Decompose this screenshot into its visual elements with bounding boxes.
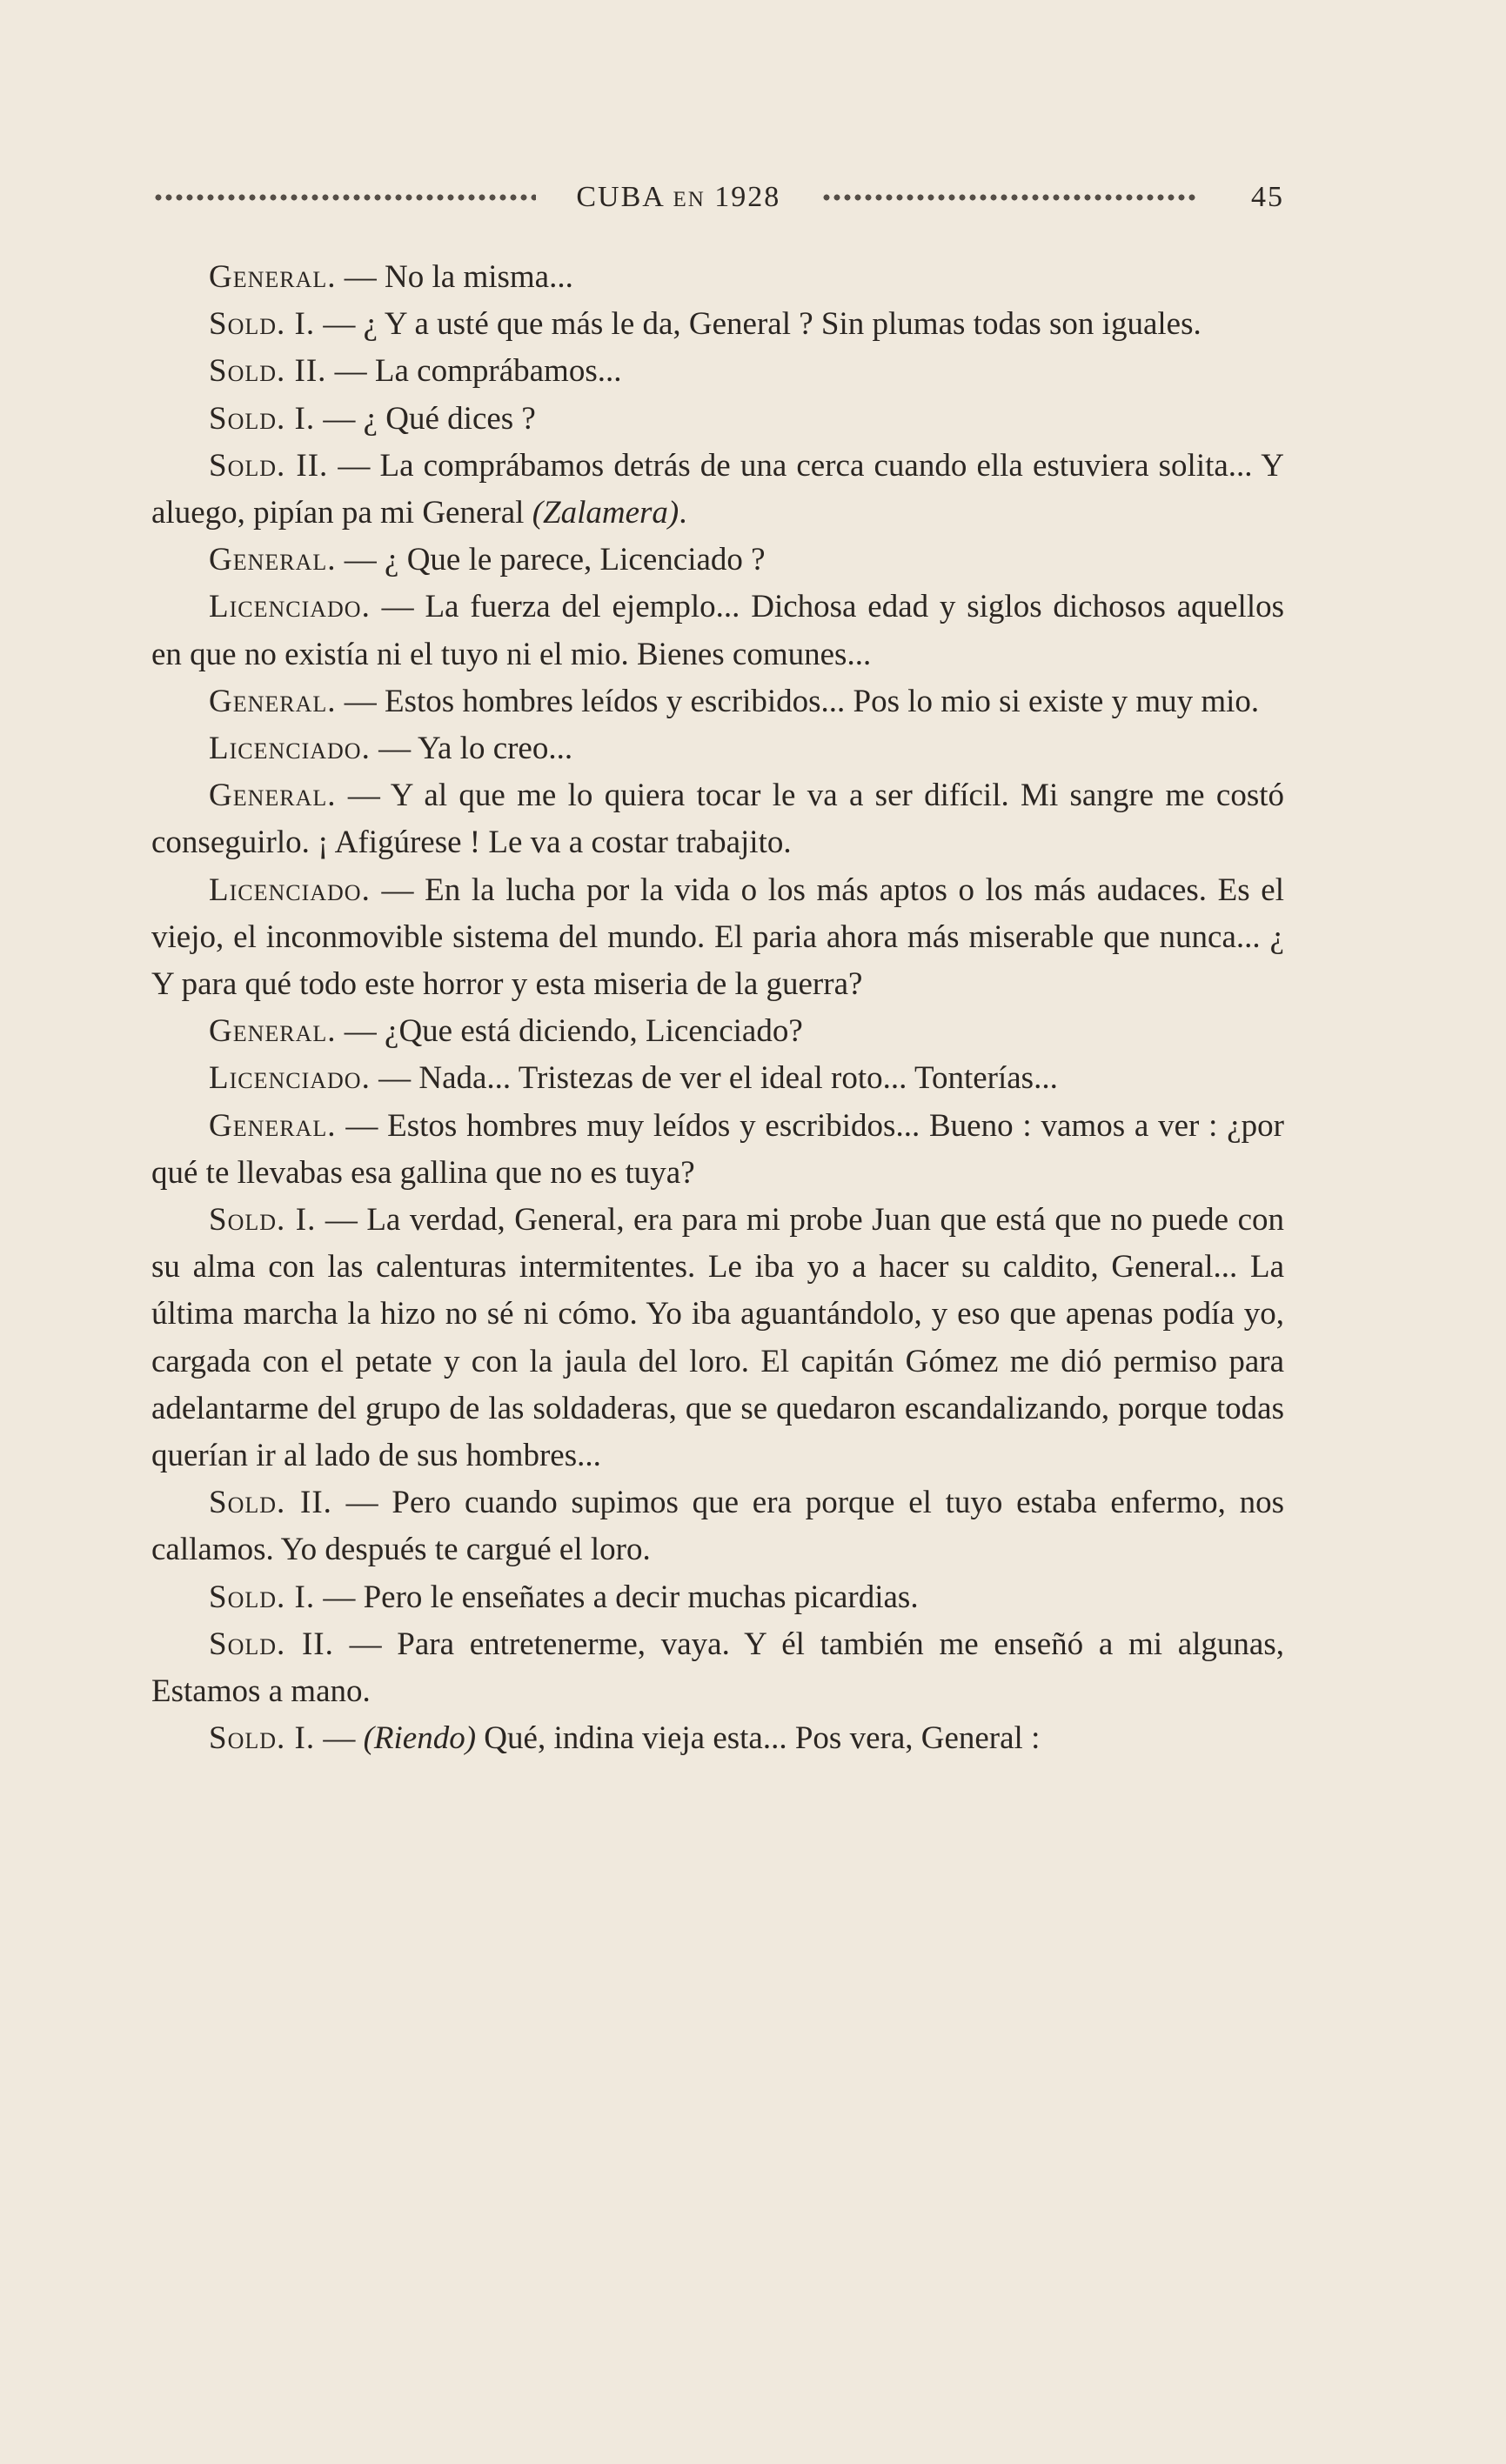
dialogue-text-continued: Qué, indina vieja esta... Pos vera, General :: [476, 1720, 1041, 1757]
stage-direction: (Zalamera): [532, 495, 679, 531]
dialogue-paragraph: [151, 348, 1284, 395]
speaker-name: Licenciado.: [209, 871, 371, 908]
speaker-name: Licenciado.: [209, 1060, 371, 1097]
dialogue-text: — Para entretenerme, vaya. Y él también me enseñó a mi algunas, Estamos a mano.: [151, 1626, 1285, 1710]
dialogue-text: — ¿ Y a usté que más le da, General ? Sin plumas todas son iguales.: [323, 306, 1201, 343]
speaker-name: General.: [209, 1013, 337, 1050]
dialogue-text: — ¿Que está diciendo, Licenciado?: [344, 1013, 803, 1050]
dialogue-paragraph: [151, 772, 1284, 866]
dialogue-paragraph: [151, 1055, 1284, 1102]
speaker-name: Sold. II.: [209, 447, 329, 484]
dialogue-text: — Estos hombres muy leídos y escribidos... Bueno : vamos a ver : ¿por qué te llevabas esa gallina que no es tuya?: [151, 1107, 1284, 1191]
dialogue-paragraph: [151, 584, 1284, 678]
speaker-name: General.: [209, 1107, 337, 1144]
speaker-name: Sold. II.: [209, 1485, 332, 1521]
dialogue-paragraph: [151, 301, 1284, 348]
speaker-name: General.: [209, 259, 337, 295]
dialogue-paragraph: [151, 1197, 1284, 1479]
dialogue-paragraph: [151, 396, 1284, 443]
speaker-name: Sold. I.: [209, 400, 316, 437]
dialogue-paragraph: [151, 1479, 1284, 1573]
dialogue-paragraph: [151, 678, 1284, 725]
dialogue-paragraph: [151, 1103, 1284, 1197]
speaker-name: General.: [209, 683, 337, 719]
dialogue-text: — No la misma...: [344, 259, 573, 295]
body-text: [151, 254, 1284, 1763]
speaker-name: Sold. I.: [209, 1579, 316, 1615]
dialogue-paragraph: [151, 867, 1284, 1009]
dialogue-paragraph: [151, 443, 1284, 537]
dialogue-paragraph: [151, 254, 1284, 301]
dialogue-text: — La verdad, General, era para mi probe Juan que está que no puede con su alma con las calenturas intermitentes. Le iba yo a hacer su caldito, General... La última marcha la hizo no sé ni cómo. Yo iba aguantándolo, y eso que apenas podía yo, cargada con el petate y con la jaula del loro. El capitán Gómez me dió permiso para adelantarme del grupo de las soldaderas, que se quedaron escandalizando, porque todas querían ir al lado de sus hombres...: [151, 1202, 1285, 1474]
stage-direction: (Riendo): [363, 1720, 477, 1757]
dialogue-paragraph: [151, 1008, 1284, 1055]
speaker-name: Sold. I.: [209, 1202, 317, 1239]
dialogue-text: — ¿ Que le parece, Licenciado ?: [344, 542, 766, 578]
running-header: [153, 181, 1284, 214]
speaker-name: General.: [209, 778, 337, 814]
speaker-name: General.: [209, 542, 337, 578]
dialogue-text: — Ya lo creo...: [378, 731, 573, 767]
dialogue-paragraph: [151, 1621, 1284, 1715]
dialogue-text: — ¿ Qué dices ?: [323, 400, 536, 437]
page-number: 45: [1251, 181, 1284, 213]
dialogue-paragraph: [151, 1715, 1284, 1762]
dialogue-text: — La comprábamos detrás de una cerca cuando ella estuviera solita... Y aluego, pipían pa mi General: [151, 447, 1285, 531]
dialogue-text: —: [323, 1720, 356, 1757]
speaker-name: Sold. I.: [209, 1720, 316, 1757]
dialogue-paragraph: [151, 537, 1284, 584]
ornamental-rule-left: [153, 194, 536, 201]
ornamental-rule-right: [821, 194, 1195, 201]
running-title: CUBA EN 1928: [576, 181, 781, 213]
speaker-name: Sold. II.: [209, 1626, 334, 1662]
dialogue-paragraph: [151, 725, 1284, 772]
dialogue-text: — Pero le enseñates a decir muchas picardias.: [323, 1579, 919, 1615]
dialogue-paragraph: [151, 1574, 1284, 1621]
dialogue-text: — Pero cuando supimos que era porque el tuyo estaba enfermo, nos callamos. Yo después te cargué el loro.: [151, 1485, 1285, 1568]
dialogue-text: — Estos hombres leídos y escribidos... Pos lo mio si existe y muy mio.: [344, 683, 1260, 719]
speaker-name: Sold. I.: [209, 306, 316, 343]
dialogue-text: — La comprábamos...: [334, 353, 622, 390]
speaker-name: Licenciado.: [209, 731, 371, 767]
dialogue-text: — En la lucha por la vida o los más aptos o los más audaces. Es el viejo, el inconmovible sistema del mundo. El paria ahora más miserable que nunca... ¿ Y para qué todo este horror y esta miseria de la guerra?: [151, 871, 1285, 1003]
speaker-name: Licenciado.: [209, 589, 371, 625]
dialogue-text: — Nada... Tristezas de ver el ideal roto... Tonterías...: [378, 1060, 1058, 1097]
dialogue-text: — La fuerza del ejemplo... Dichosa edad y siglos dichosos aquellos en que no existía ni el tuyo ni el mio. Bienes comunes...: [151, 589, 1285, 672]
dialogue-text: — Y al que me lo quiera tocar le va a ser difícil. Mi sangre me costó conseguirlo. ¡ Afigúrese ! Le va a costar trabajito.: [151, 778, 1285, 861]
dialogue-text-continued: .: [679, 495, 687, 531]
speaker-name: Sold. II.: [209, 353, 327, 390]
